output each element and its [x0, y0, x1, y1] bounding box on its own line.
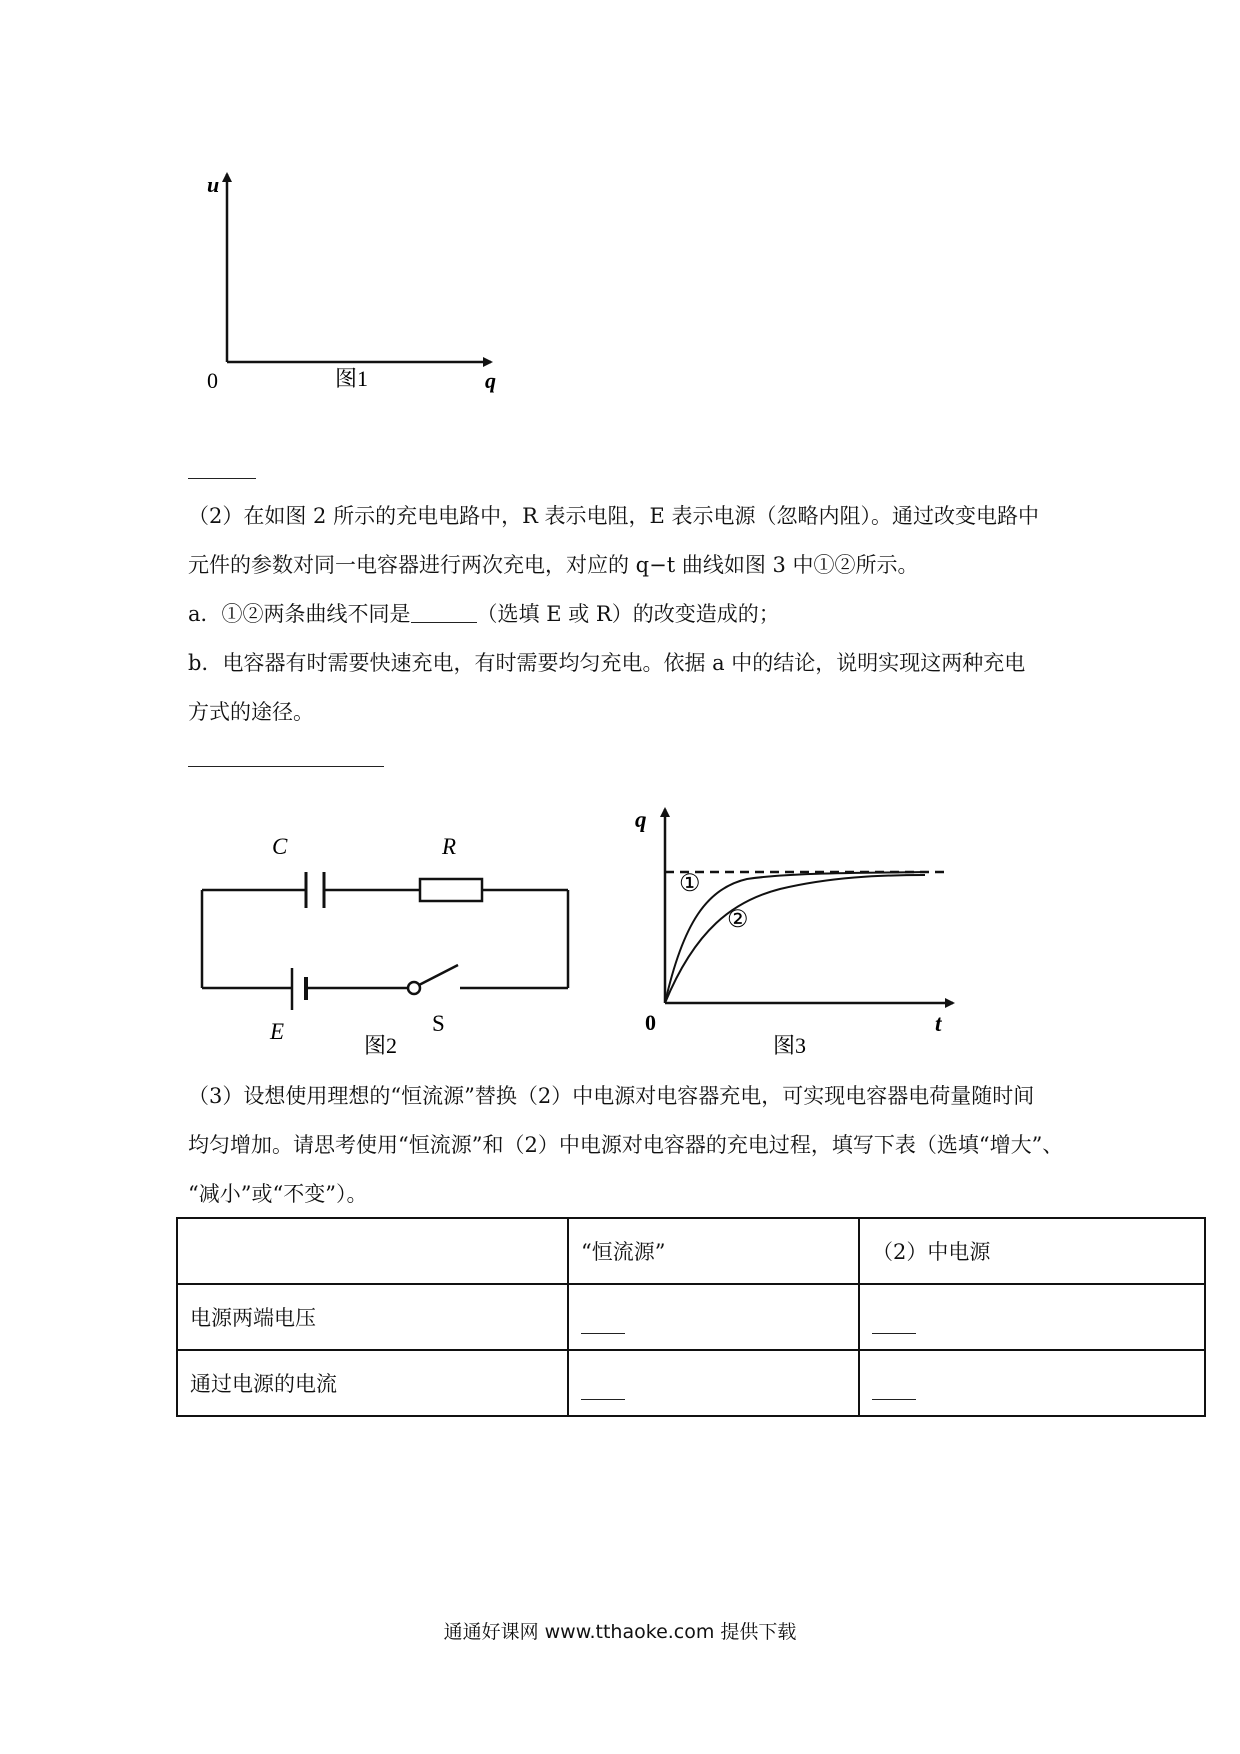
fig2-source-label: E [270, 1019, 285, 1044]
table-row [177, 1350, 1205, 1416]
fig3-origin-label: 0 [645, 1010, 656, 1035]
q2-line-2: 元件的参数对同一电容器进行两次充电，对应的 q−t 曲线如图 3 中①②所示。 [188, 553, 919, 577]
table-header-cell: （2）中电源 [859, 1218, 1205, 1284]
fig2-resistor-label: R [442, 834, 457, 859]
q2-a-line [188, 601, 780, 627]
fig1-origin-label: 0 [207, 368, 218, 393]
fig1-x-label: q [485, 368, 496, 393]
figure-3 [625, 805, 970, 1065]
q3-line-2: 均匀增加。请思考使用“恒流源”和（2）中电源对电容器的充电过程，填写下表（选填“增大”、 [188, 1133, 1064, 1157]
figure-1 [195, 170, 515, 395]
q3-line-1: （3）设想使用理想的“恒流源”替换（2）中电源对电容器充电，可实现电容器电荷量随时间 [188, 1084, 1035, 1108]
q2-a-text: a．①②两条曲线不同是 [188, 602, 411, 626]
figure-2 [190, 820, 590, 1070]
fig3-curve-2-label: ② [727, 907, 749, 933]
answer-blank-b[interactable] [188, 766, 384, 767]
table-answer-blank[interactable] [872, 1399, 916, 1400]
q2-b-line-1: b．电容器有时需要快速充电，有时需要均匀充电。依据 a 中的结论，说明实现这两种充电 [188, 651, 1026, 675]
fig2-switch-label: S [432, 1011, 445, 1036]
fig2-switch-lever [419, 965, 458, 985]
fig1-y-label: u [207, 172, 220, 197]
answer-blank-1[interactable] [188, 478, 256, 479]
table-header-cell: “恒流源” [568, 1218, 859, 1284]
fig3-y-label: q [635, 807, 647, 832]
table-row-label: 电源两端电压 [177, 1284, 568, 1350]
q2-b-line-2: 方式的途径。 [188, 700, 314, 724]
q2-a-tail: （选填 E 或 R）的改变造成的； [476, 602, 780, 626]
table-header-cell [177, 1218, 568, 1284]
table-answer-blank[interactable] [581, 1399, 625, 1400]
fig2-caption: 图2 [364, 1033, 398, 1058]
fig2-switch-pivot [408, 982, 420, 994]
fig3-curve-2 [665, 875, 925, 1003]
table-answer-cell[interactable] [859, 1350, 1205, 1416]
q2-line-1: （2）在如图 2 所示的充电电路中，R 表示电阻，E 表示电源（忽略内阻）。通过改变电路中 [188, 504, 1040, 528]
table-answer-cell[interactable] [568, 1284, 859, 1350]
fig3-curve-1 [665, 872, 925, 1003]
table-header-row [177, 1218, 1205, 1284]
table-answer-blank[interactable] [581, 1333, 625, 1334]
fig2-capacitor-label: C [272, 834, 288, 859]
fig1-caption: 图1 [335, 366, 369, 391]
table-answer-cell[interactable] [859, 1284, 1205, 1350]
table-row [177, 1284, 1205, 1350]
table-answer-cell[interactable] [568, 1350, 859, 1416]
fig3-curve-1-label: ① [679, 871, 701, 897]
fig2-resistor [420, 879, 482, 901]
fig3-caption: 图3 [773, 1033, 807, 1058]
q3-line-3: “减小”或“不变”）。 [188, 1182, 368, 1206]
table-answer-blank[interactable] [872, 1333, 916, 1334]
answer-blank-a[interactable] [411, 622, 477, 623]
page-footer: 通通好课网 www.tthaoke.com 提供下载 [443, 1621, 797, 1643]
table-row-label: 通过电源的电流 [177, 1350, 568, 1416]
answer-table [176, 1217, 1206, 1417]
fig3-x-label: t [935, 1011, 942, 1036]
